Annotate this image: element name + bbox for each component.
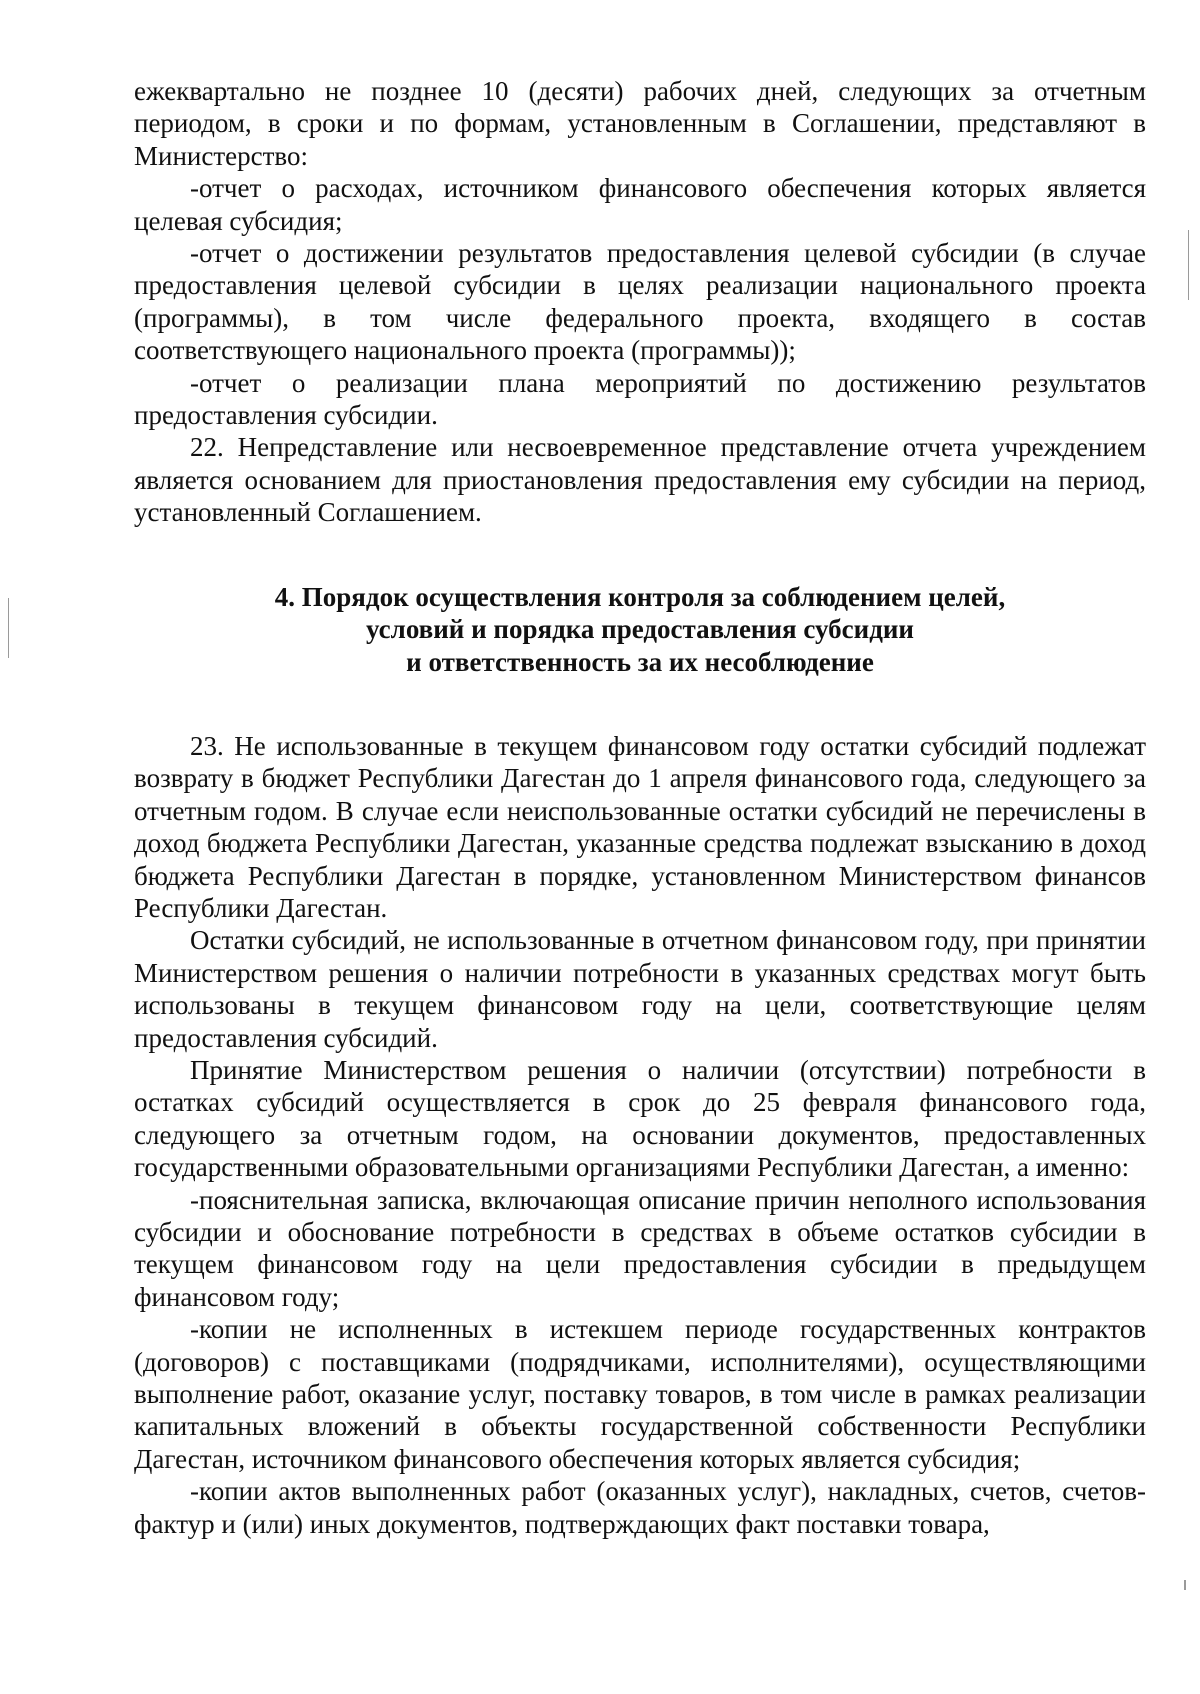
paragraph-22: 22. Непредставление или несвоевременное представление отчета учреждением является основанием для приостановления предоставления ему субсидии на период, установленный Соглашением.: [134, 432, 1146, 528]
paragraph-remainders: Остатки субсидий, не использованные в отчетном финансовом году, при принятии Министерством решения о наличии потребности в указанных средствах могут быть использованы в текущем финансовом году на цели, соответствующие целям предоставления субсидий.: [134, 925, 1146, 1053]
list-item-plan-report: -отчет о реализации плана мероприятий по достижению результатов предоставления субсидии.: [134, 367, 1146, 431]
document-body: [134, 75, 1146, 1540]
paragraph-decision: Принятие Министерством решения о наличии (отсутствии) потребности в остатках субсидий осуществляется в срок до 25 февраля финансового года, следующего за отчетным годом, на основании документов, предоставленных государственными образовательными организациями Республики Дагестан, а именно:: [134, 1054, 1146, 1183]
section-heading-line-1: 4. Порядок осуществления контроля за соблюдением целей,: [274, 581, 1006, 612]
section-heading-line-3: и ответственность за их несоблюдение: [406, 646, 874, 677]
list-item-act-copies: -копии актов выполненных работ (оказанных услуг), накладных, счетов, счетов-фактур и (или) иных документов, подтверждающих факт поставки товара,: [134, 1476, 1146, 1539]
section-heading-line-2: условий и порядка предоставления субсидии: [366, 614, 914, 645]
section-4-heading: [134, 581, 1146, 678]
list-item-contract-copies: -копии не исполненных в истекшем периоде государственных контрактов (договоров) с поставщиками (подрядчиками, исполнителями), осуществляющими выполнение работ, оказание услуг, поставку товаров, в том числе в рамках реализации капитальных вложений в объекты государственной собственности Республики Дагестан, источником финансового обеспечения которых является субсидия;: [134, 1314, 1146, 1474]
list-item-explanatory-note: -пояснительная записка, включающая описание причин неполного использования субсидии и обоснование потребности в средствах в объеме остатков субсидии в текущем финансовом году на цели предоставления субсидии в предыдущем финансовом году;: [134, 1184, 1146, 1312]
paragraph-23: 23. Не использованные в текущем финансовом году остатки субсидий подлежат возврату в бюджет Республики Дагестан до 1 апреля финансового года, следующего за отчетным годом. В случае если неиспользованные остатки субсидий не перечислены в доход бюджета Республики Дагестан, указанные средства подлежат взысканию в доход бюджета Республики Дагестан в порядке, установленном Министерством финансов Республики Дагестан.: [134, 730, 1146, 923]
list-item-results-report: -отчет о достижении результатов предоставления целевой субсидии (в случае предоставления целевой субсидии в целях реализации национального проекта (программы), в том числе федерального проекта, входящего в состав соответствующего национального проекта (программы));: [134, 238, 1146, 366]
intro-paragraph: ежеквартально не позднее 10 (десяти) рабочих дней, следующих за отчетным периодом, в сроки и по формам, установленным в Соглашении, представляют в Министерство:: [134, 76, 1146, 171]
list-item-expense-report: -отчет о расходах, источником финансового обеспечения которых является целевая субсидия;: [134, 173, 1146, 236]
scan-margin-mark-left: [8, 598, 9, 658]
scan-margin-mark-right-lower: [1184, 1580, 1186, 1590]
scan-margin-mark-right: [1188, 230, 1189, 300]
